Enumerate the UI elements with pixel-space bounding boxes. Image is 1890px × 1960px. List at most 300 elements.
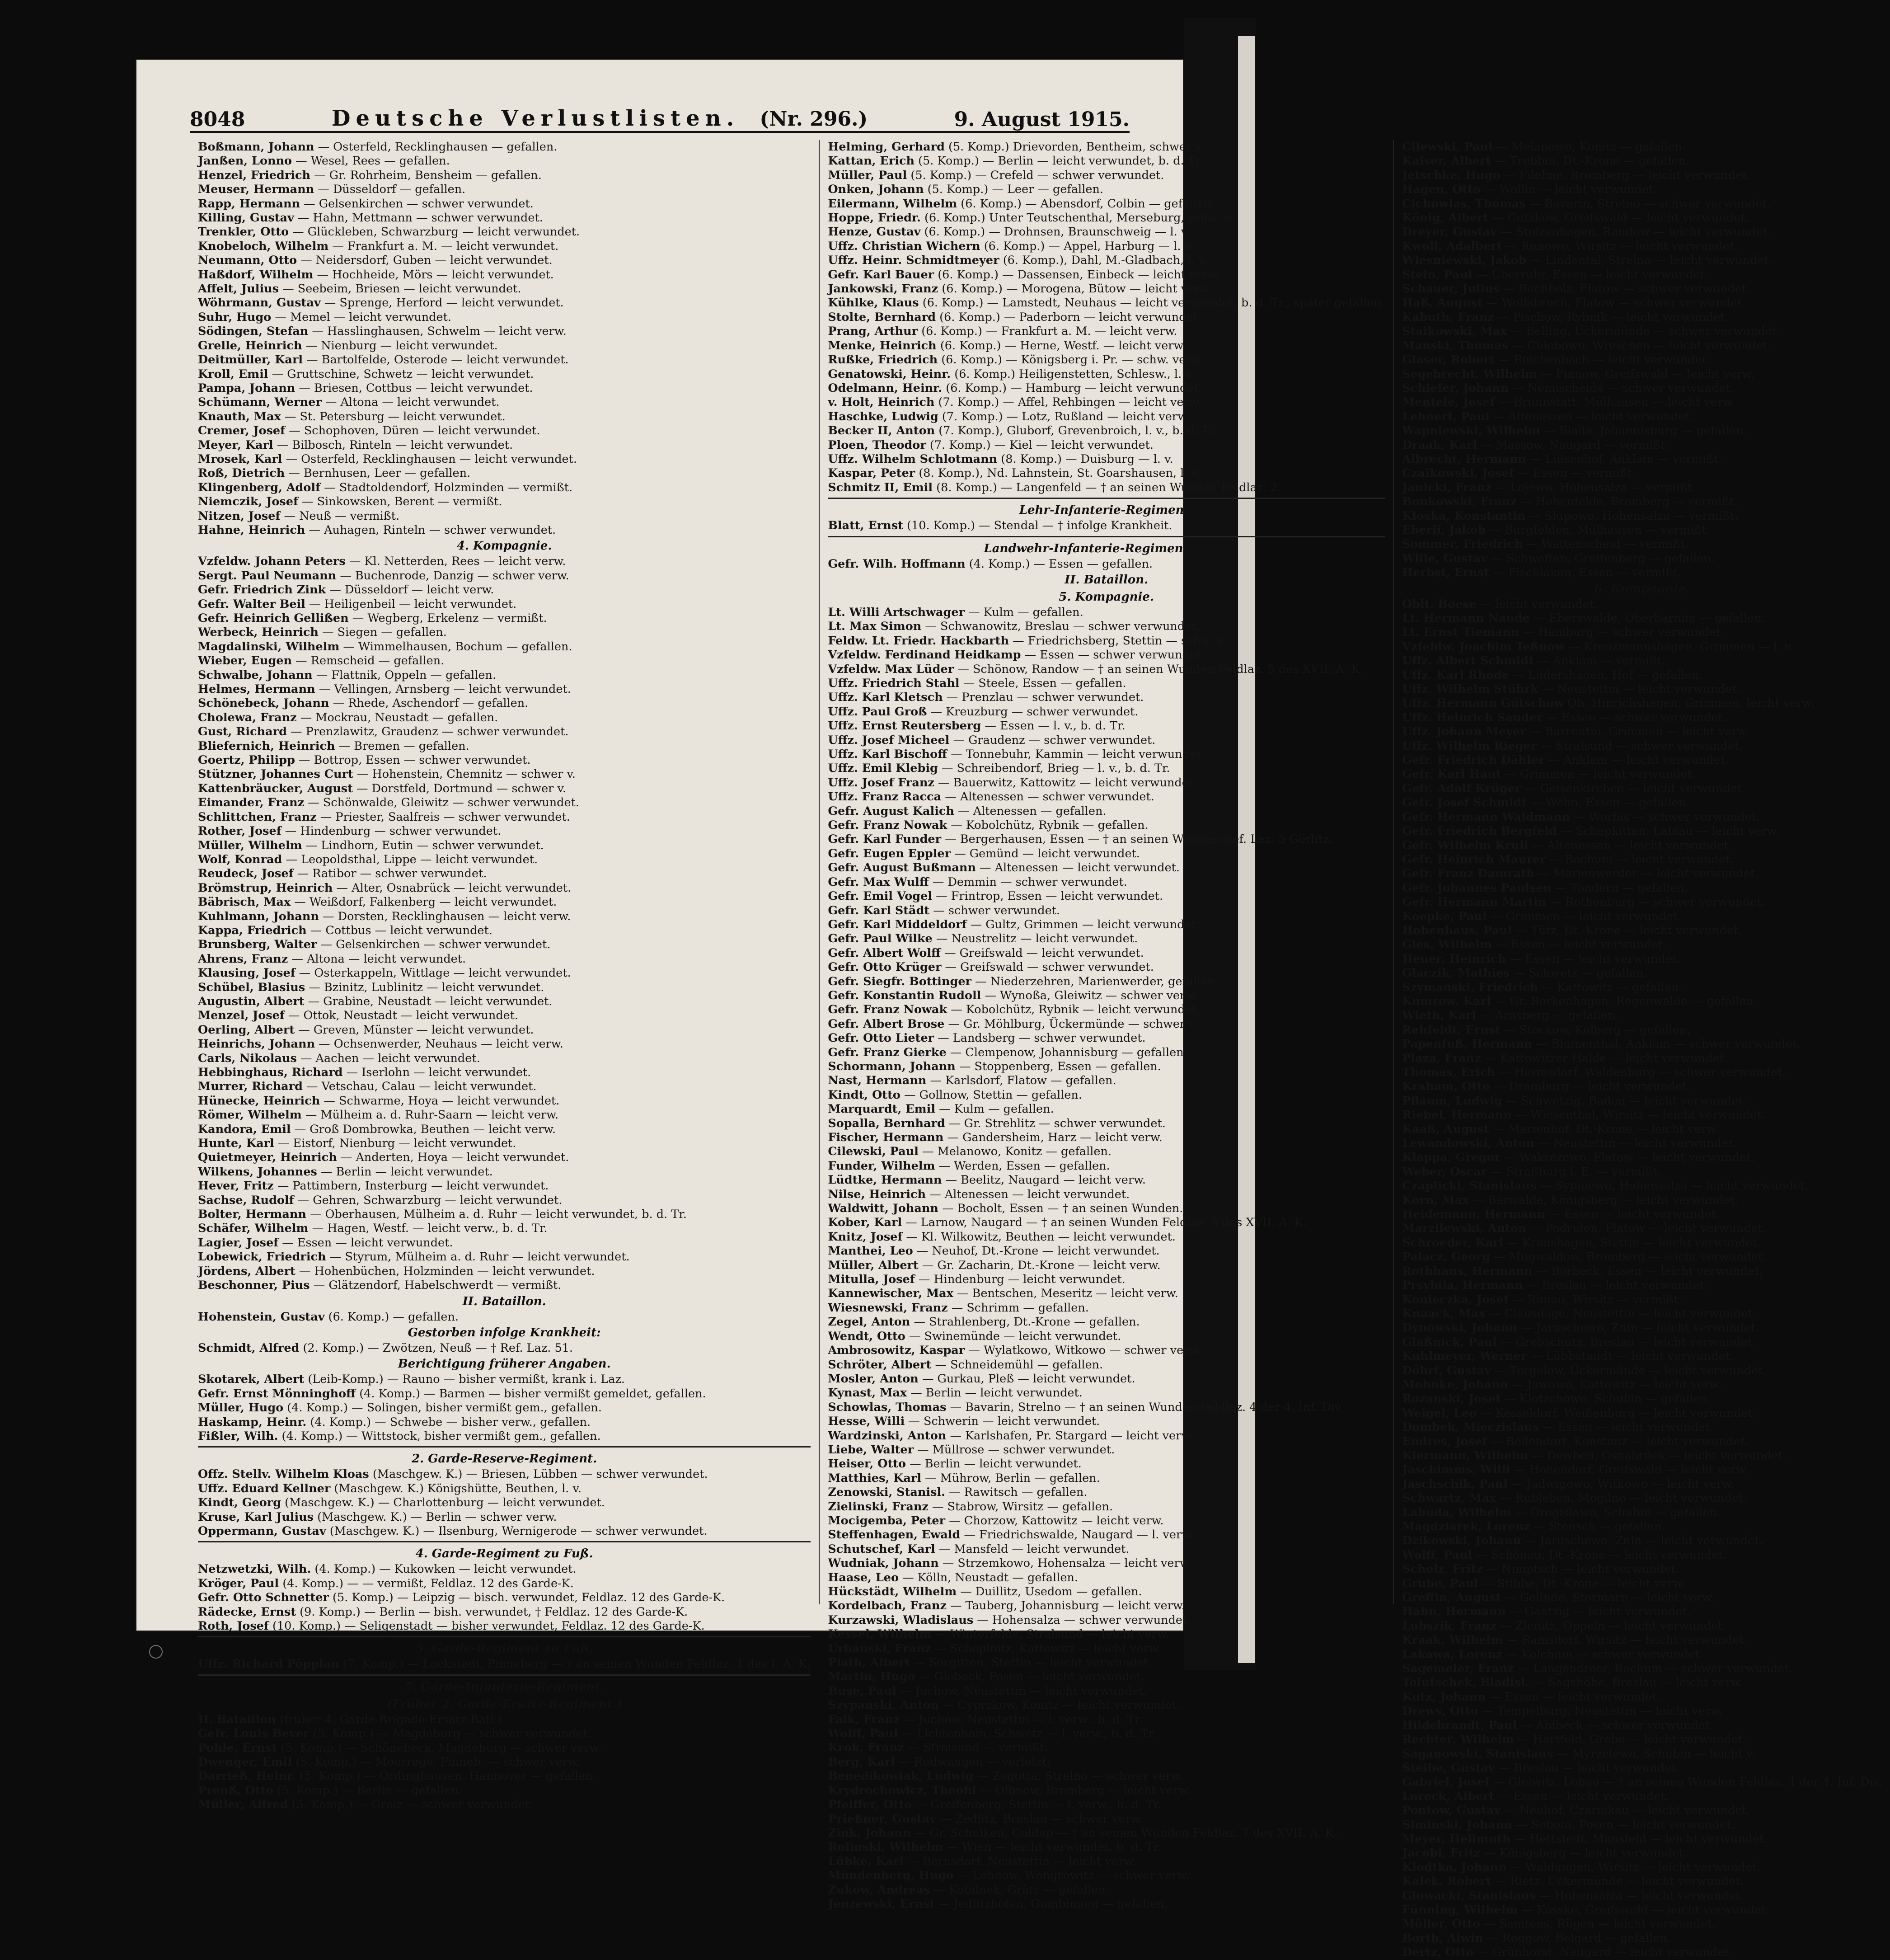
casualty-name: Rozanski, Josef bbox=[1402, 1392, 1501, 1406]
casualty-name: Kindt, Georg bbox=[198, 1496, 281, 1510]
casualty-name: Klodtka, Johann bbox=[1402, 1860, 1507, 1874]
casualty-details: — Friedrichsberg, Stettin — schw. v. bbox=[1009, 634, 1226, 648]
casualty-entry bbox=[198, 183, 811, 197]
casualty-details: — Wesel, Rees — gefallen. bbox=[292, 154, 450, 168]
page-number: 8048 bbox=[190, 108, 245, 131]
casualty-name: Reudeck, Josef bbox=[198, 867, 294, 881]
casualty-details: (5. Komp.) — Leipzig — bisch. verwundet, Feldlaz. 12 des Garde-K. bbox=[328, 1591, 725, 1605]
casualty-name: Schmidt, Alfred bbox=[198, 1341, 300, 1355]
casualty-entry bbox=[1402, 1889, 1882, 1903]
casualty-entry bbox=[828, 1571, 1385, 1585]
casualty-details: — Schreibendorf, Brieg — l. v., b. d. Tr. bbox=[938, 761, 1170, 776]
casualty-entry bbox=[828, 1798, 1385, 1812]
casualty-details: — Blumenthal, Anklam — schwer verwundet. bbox=[1532, 1037, 1801, 1051]
casualty-name: Kandora, Emil bbox=[198, 1122, 291, 1136]
casualty-name: Schroeder, Karl bbox=[1402, 1236, 1504, 1250]
casualty-name: Stein, Paul bbox=[1402, 268, 1473, 282]
casualty-entry bbox=[828, 904, 1385, 918]
casualty-name: Niemczik, Josef bbox=[198, 495, 298, 509]
casualty-name: Bonkowski, Franz bbox=[1402, 495, 1517, 509]
casualty-entry bbox=[1402, 1818, 1882, 1832]
casualty-entry bbox=[1402, 566, 1882, 580]
section-rule bbox=[828, 498, 1385, 499]
casualty-entry bbox=[1402, 895, 1882, 909]
casualty-details: — Bernsdorf, Neustettin — leicht verw. bbox=[904, 1854, 1136, 1868]
casualty-name: Pohle, Ernst bbox=[198, 1741, 277, 1755]
casualty-entry bbox=[1402, 711, 1882, 725]
casualty-entry bbox=[1402, 1619, 1882, 1633]
casualty-details: — Iserlohn — leicht verwundet. bbox=[342, 1066, 531, 1079]
casualty-entry bbox=[198, 353, 811, 367]
casualty-entry bbox=[198, 381, 811, 395]
casualty-details: — Geisenkirchen — leicht verwundet. bbox=[1521, 781, 1745, 795]
casualty-details: — Groß Dombrowka, Beuthen — leicht verw. bbox=[291, 1122, 556, 1136]
casualty-details: — Mührow, Berlin — gefallen. bbox=[921, 1471, 1100, 1485]
casualty-details: — Gutzkow, Greifswald — leicht verwundet. bbox=[1488, 211, 1749, 225]
casualty-name: Marquardt, Emil bbox=[828, 1102, 936, 1116]
casualty-name: Krydrochowicz, Theofil bbox=[828, 1783, 976, 1797]
casualty-entry bbox=[828, 1188, 1385, 1202]
newspaper-page bbox=[136, 59, 1882, 1960]
casualty-entry bbox=[828, 367, 1385, 381]
casualty-details: — Essen — l. v., b. d. Tr. bbox=[981, 719, 1126, 733]
casualty-entry bbox=[1402, 1747, 1882, 1761]
casualty-entry bbox=[198, 569, 811, 583]
casualty-entry bbox=[828, 620, 1385, 634]
casualty-entry bbox=[198, 1387, 811, 1401]
casualty-entry bbox=[828, 1457, 1385, 1471]
casualty-details: — Heiligenbeil — leicht verwundet. bbox=[305, 597, 517, 611]
casualty-details: — Tempelburg, Neustettin — leicht verw. bbox=[1478, 1704, 1723, 1718]
casualty-entry bbox=[1402, 268, 1882, 282]
casualty-details: — Marienhof, Dt.-Krone — leicht verw. bbox=[1489, 1122, 1719, 1136]
header-title-group bbox=[332, 106, 868, 131]
casualty-name: Heinrichs, Johann bbox=[198, 1037, 315, 1051]
casualty-details: — Tütz, Dt.-Krone — leicht verwundet. bbox=[1512, 923, 1742, 937]
casualty-details: — Drogislawo, Schubin — gefallen. bbox=[1511, 1505, 1721, 1519]
casualty-entry bbox=[828, 1812, 1385, 1826]
casualty-details: — Bellendorf, Konstanz — leicht verwundet. bbox=[1487, 1434, 1749, 1448]
casualty-entry bbox=[198, 1310, 811, 1324]
casualty-name: Ploen, Theodor bbox=[828, 438, 926, 452]
casualty-name: Kraham, Otto bbox=[1402, 1080, 1490, 1094]
casualty-name: Hohenstein, Gustav bbox=[198, 1310, 325, 1324]
casualty-entry bbox=[1402, 1165, 1882, 1179]
casualty-name: Falk, Franz bbox=[828, 1712, 900, 1726]
casualty-entry bbox=[1402, 1151, 1882, 1165]
casualty-name: Lt. Willi Artschwager bbox=[828, 605, 965, 619]
casualty-entry bbox=[198, 1401, 811, 1415]
casualty-details: (2. Komp.) — Zwötzen, Neuß — † Ref. Laz. 51. bbox=[299, 1341, 573, 1355]
casualty-entry bbox=[198, 696, 811, 710]
casualty-entry bbox=[1402, 1406, 1882, 1420]
casualty-name: Saganowski, Stanislaus bbox=[1402, 1747, 1553, 1761]
casualty-entry bbox=[198, 867, 811, 881]
casualty-details: — Nienburg — leicht verwundet. bbox=[302, 338, 498, 353]
casualty-entry bbox=[828, 1344, 1385, 1358]
casualty-name: Eimander, Franz bbox=[198, 796, 305, 810]
casualty-details: — Rubleben, Mogilno — leicht verwundet. bbox=[1496, 1491, 1747, 1505]
casualty-details: — Dorsten, Recklinghausen — leicht verw. bbox=[319, 909, 571, 923]
casualty-details: — Wolfsbruch, Flatow — schwer verwundet. bbox=[1482, 296, 1746, 310]
casualty-entry bbox=[1402, 452, 1882, 466]
publication-title: Deutsche Verlustlisten. bbox=[331, 106, 740, 131]
casualty-entry bbox=[198, 211, 811, 225]
casualty-details: (5. Komp.) — Ordinghausen, Hannover — gefallen. bbox=[296, 1769, 596, 1783]
casualty-name: Waldwitt, Johann bbox=[828, 1202, 938, 1216]
casualty-details: — Mülheim a. d. Ruhr-Saarn — leicht verw. bbox=[301, 1108, 559, 1122]
casualty-details: — Wegberg, Erkelenz — vermißt. bbox=[348, 611, 547, 625]
casualty-entry bbox=[828, 1826, 1385, 1840]
casualty-details: — Duillitz, Usedom — gefallen. bbox=[957, 1585, 1142, 1598]
casualty-entry bbox=[828, 1869, 1385, 1883]
casualty-entry bbox=[828, 1117, 1385, 1131]
casualty-entry bbox=[1402, 495, 1882, 509]
casualty-details: — Gemünd — leicht verwundet. bbox=[951, 846, 1140, 860]
casualty-name: Uffz. Eduard Kellner bbox=[198, 1481, 331, 1495]
casualty-entry bbox=[198, 154, 811, 168]
casualty-entry bbox=[198, 1250, 811, 1264]
casualty-details: — Mockrau, Neustadt — gefallen. bbox=[296, 710, 498, 724]
casualty-name: Schormann, Johann bbox=[828, 1059, 956, 1073]
casualty-entry bbox=[1402, 1633, 1882, 1647]
casualty-entry bbox=[1402, 1591, 1882, 1605]
casualty-entry bbox=[828, 183, 1385, 197]
casualty-name: Segebrecht, Wilhelm bbox=[1402, 367, 1537, 381]
casualty-entry bbox=[828, 1698, 1385, 1712]
casualty-name: Hagen, Otto bbox=[1402, 183, 1481, 197]
casualty-name: Gefr. Ernst Mönninghoff bbox=[198, 1387, 356, 1401]
casualty-name: Klingenberg, Adolf bbox=[198, 480, 321, 494]
casualty-details: — Bentschen, Meseritz — leicht verw. bbox=[953, 1287, 1178, 1301]
casualty-entry bbox=[828, 339, 1385, 353]
casualty-details: — Stockow, Kolberg — gefallen. bbox=[1500, 1023, 1691, 1037]
casualty-name: Schwalbe, Johann bbox=[198, 668, 313, 682]
casualty-details: — Strahlenberg, Dt.-Krone — gefallen. bbox=[910, 1315, 1140, 1329]
casualty-name: Gefr. Friedrich Bergfeld bbox=[1402, 824, 1557, 838]
casualty-name: Goertz, Philipp bbox=[198, 753, 295, 767]
casualty-entry bbox=[828, 1642, 1385, 1656]
casualty-name: Lagier, Josef bbox=[198, 1236, 279, 1250]
casualty-name: Gefr. Heinrich Gellißen bbox=[198, 611, 349, 625]
casualty-entry bbox=[1402, 767, 1882, 781]
casualty-name: Prießner, Gustav bbox=[828, 1812, 937, 1826]
casualty-name: Oerling, Albert bbox=[198, 1023, 295, 1037]
casualty-details: — Neustettin — leicht verwundet. bbox=[1538, 682, 1741, 696]
casualty-name: Haß, August bbox=[1402, 296, 1483, 310]
casualty-details: — Prenzlau — schwer verwundet. bbox=[943, 691, 1144, 705]
section-heading: II. Bataillon. bbox=[462, 1294, 546, 1308]
casualty-details: — Runowo, Wirsitz — leicht verwundet. bbox=[1502, 239, 1738, 253]
casualty-entry bbox=[198, 1341, 811, 1355]
casualty-details: — Nimptsch — leicht verwundet. bbox=[1482, 1562, 1679, 1576]
page-header bbox=[190, 99, 1130, 133]
casualty-entry bbox=[1402, 1477, 1882, 1491]
casualty-entry bbox=[198, 966, 811, 980]
casualty-name: Hahne, Heinrich bbox=[198, 523, 305, 537]
casualty-entry bbox=[1402, 537, 1882, 551]
casualty-entry bbox=[828, 634, 1385, 648]
casualty-name: Rolinski, Wilhelm bbox=[828, 1840, 943, 1854]
casualty-details: — Neustrelitz — leicht verwundet. bbox=[932, 932, 1138, 946]
casualty-details: — Bremen — gefallen. bbox=[335, 739, 469, 753]
casualty-entry bbox=[828, 1415, 1385, 1429]
casualty-details: — Bavarin, Strelno — schwer verwundet. bbox=[1525, 197, 1771, 211]
casualty-name: Jankowski, Franz bbox=[828, 282, 938, 296]
casualty-name: Pampa, Johann bbox=[198, 381, 295, 395]
casualty-details: — Berlin — leicht verwundet. bbox=[906, 1457, 1082, 1471]
casualty-name: Vzfeldw. Ferdinand Heidkamp bbox=[828, 648, 1021, 662]
casualty-entry bbox=[828, 1684, 1385, 1698]
casualty-entry bbox=[828, 1840, 1385, 1854]
casualty-name: Onken, Johann bbox=[828, 183, 924, 197]
casualty-details: — Kattowitzer Halde — leicht verwundet. bbox=[1481, 1051, 1728, 1065]
casualty-name: Kroll, Emil bbox=[198, 367, 268, 381]
casualty-entry bbox=[198, 324, 811, 338]
casualty-details: — Frankfurt a. M. — leicht verwundet. bbox=[328, 239, 559, 253]
casualty-details: — Friedrichswalde, Naugard — l. verw. bbox=[960, 1528, 1194, 1542]
casualty-name: Kynast, Max bbox=[828, 1386, 907, 1400]
casualty-details: — Wehn, Essen — gefallen. bbox=[1527, 796, 1690, 810]
casualty-name: Glaßnick, Paul bbox=[1402, 1335, 1497, 1349]
casualty-name: Lübke, Karl bbox=[828, 1854, 904, 1868]
casualty-name: Endres, Josef bbox=[1402, 1434, 1487, 1448]
casualty-details: — Aachen — leicht verwundet. bbox=[296, 1051, 480, 1065]
casualty-details: — Überruhr, Essen — leicht verwundet. bbox=[1472, 268, 1708, 282]
casualty-details: — Hindenburg — schwer verwundet. bbox=[281, 824, 502, 838]
casualty-details: — Essen — leicht verwundet. bbox=[1538, 1420, 1714, 1434]
casualty-details: — Chorzow, Kattowitz — leicht verw. bbox=[945, 1513, 1164, 1528]
casualty-name: Albrecht, Hermann bbox=[1402, 452, 1526, 466]
casualty-name: Wudniak, Johann bbox=[828, 1556, 939, 1570]
casualty-details: — Trebbin, Dt.-Krone — gefallen. bbox=[1491, 154, 1689, 168]
casualty-details: — Gandersheim, Harz — leicht verw. bbox=[943, 1131, 1163, 1144]
casualty-name: Trenkler, Otto bbox=[198, 225, 289, 239]
casualty-entry bbox=[198, 1108, 811, 1122]
casualty-details: — Altenessen — gefallen. bbox=[954, 804, 1107, 818]
casualty-name: Rehfeldt, Ernst bbox=[1402, 1023, 1501, 1037]
casualty-entry bbox=[198, 625, 811, 639]
casualty-details: — Berlin — leicht verwundet. bbox=[907, 1386, 1083, 1400]
casualty-details: — Altenessen — leicht verwundet. bbox=[1528, 838, 1732, 852]
casualty-name: Lehnert, Paul bbox=[1402, 409, 1490, 423]
casualty-details: — Schopinitz, Kattowitz — leicht verw. bbox=[931, 1641, 1161, 1655]
casualty-entry bbox=[1402, 254, 1882, 268]
casualty-entry bbox=[828, 875, 1385, 889]
casualty-name: Kordelbach, Franz bbox=[828, 1599, 947, 1613]
casualty-name: Scholz, Fritz bbox=[1402, 1562, 1483, 1576]
casualty-name: Papenfuß, Hermann bbox=[1402, 1037, 1533, 1051]
casualty-name: Stolte, Bernhard bbox=[828, 310, 936, 324]
casualty-entry bbox=[1402, 597, 1882, 611]
casualty-details: — Rietz, Ückermünde — leicht verwundet. bbox=[1491, 1875, 1744, 1889]
casualty-name: Zegel, Anton bbox=[828, 1315, 910, 1329]
casualty-entry bbox=[1402, 1775, 1882, 1789]
casualty-entry bbox=[198, 1657, 811, 1671]
casualty-details: — Düsseldorf — leicht verw. bbox=[326, 583, 494, 597]
casualty-entry bbox=[198, 895, 811, 909]
issue-date: 9. August 1915. bbox=[954, 108, 1130, 131]
casualty-name: Drews, Otto bbox=[1402, 1704, 1478, 1718]
casualty-details: — Tonnebuhr, Kammin — leicht verwundet. bbox=[947, 747, 1205, 761]
casualty-details: — Bärwalde, Königsberg — leicht verwundet. bbox=[1469, 1193, 1739, 1207]
casualty-entry bbox=[828, 1585, 1385, 1599]
casualty-details: — Gultz, Grimmen — leicht verwundet. bbox=[966, 917, 1200, 931]
casualty-name: Boßmann, Johann bbox=[198, 140, 314, 154]
casualty-entry bbox=[1402, 796, 1882, 810]
casualty-entry bbox=[1402, 981, 1882, 995]
casualty-name: Kuhlmeyer, Werner bbox=[1402, 1349, 1527, 1363]
casualty-name: Wolff, Paul bbox=[828, 1727, 898, 1741]
casualty-details: — Gehren, Schwarzburg — leicht verwundet. bbox=[294, 1193, 563, 1207]
casualty-entry bbox=[828, 1074, 1385, 1088]
casualty-entry bbox=[828, 1131, 1385, 1145]
casualty-name: Uffz. Friedrich Stahl bbox=[828, 677, 960, 690]
casualty-entry bbox=[828, 818, 1385, 832]
casualty-entry bbox=[198, 1009, 811, 1023]
casualty-details: — Stoppenberg, Essen — gefallen. bbox=[955, 1059, 1161, 1073]
casualty-entry bbox=[1402, 395, 1882, 409]
casualty-entry bbox=[1402, 839, 1882, 853]
casualty-details: — Briesen, Cottbus — leicht verwundet. bbox=[295, 381, 533, 395]
casualty-entry bbox=[1402, 1676, 1882, 1690]
casualty-name: Nitzen, Josef bbox=[198, 509, 281, 523]
casualty-details: — Neuß — vermißt. bbox=[280, 509, 400, 523]
casualty-name: Gefr. Hermann Martin bbox=[1402, 895, 1547, 909]
casualty-details: — Langendreer, Bochum — schwer verwundet. bbox=[1514, 1662, 1793, 1676]
casualty-details: — Jadwigowo, Witkowo — leicht verw. bbox=[1507, 1477, 1735, 1491]
casualty-details: (9. Komp.) — Berlin — bish. verwundet, † Feldlaz. 12 des Garde-K. bbox=[296, 1605, 688, 1619]
casualty-name: Becker II, Anton bbox=[828, 424, 935, 438]
casualty-entry bbox=[828, 1358, 1385, 1372]
casualty-name: Oblt. Boese bbox=[1402, 597, 1477, 611]
casualty-entry bbox=[198, 995, 811, 1009]
casualty-details: — Juchow, Neustettin — leicht verwundet. bbox=[896, 1684, 1148, 1698]
casualty-entry bbox=[198, 924, 811, 938]
casualty-entry bbox=[828, 804, 1385, 818]
casualty-details: — Karlsdorf, Flatow — gefallen. bbox=[926, 1074, 1116, 1088]
casualty-details: — Pattimbern, Insterburg — leicht verwundet. bbox=[273, 1179, 549, 1193]
casualty-name: Kwoll, Adalbert bbox=[1402, 239, 1502, 253]
casualty-name: Carls, Nikolaus bbox=[198, 1051, 297, 1065]
casualty-details: (4. Komp.) — Barmen — bisher vermißt gemeldet, gefallen. bbox=[356, 1387, 706, 1401]
casualty-name: Gefr. Franz Nowak bbox=[828, 818, 947, 832]
casualty-entry bbox=[828, 1755, 1385, 1769]
casualty-name: Cholewa, Franz bbox=[198, 710, 297, 724]
casualty-details: — Schophoven, Düren — leicht verwundet. bbox=[285, 424, 540, 438]
casualty-details: — Gr. Rohrheim, Bensheim — gefallen. bbox=[310, 168, 542, 182]
casualty-entry bbox=[1402, 995, 1882, 1009]
casualty-name: Szypanski, Anton bbox=[828, 1698, 939, 1712]
casualty-name: Steibe, Gustav bbox=[1402, 1761, 1495, 1775]
casualty-entry bbox=[1402, 1903, 1882, 1917]
casualty-name: Uffz. Wilhelm Rieger bbox=[1402, 739, 1537, 753]
casualty-entry bbox=[828, 282, 1385, 296]
casualty-name: Rechter, Wilhelm bbox=[1402, 1733, 1514, 1747]
casualty-entry bbox=[1402, 1932, 1882, 1946]
casualty-name: Wille, Gustav bbox=[1402, 551, 1488, 565]
casualty-details: (4. Komp.) — — vermißt, Feldlaz. 12 des Garde-K. bbox=[279, 1576, 574, 1590]
casualty-details: (6. Komp.) — Dassensen, Einbeck — leicht verw. bbox=[934, 268, 1220, 282]
casualty-name: Lt. Ernst Tiemann bbox=[1402, 625, 1520, 639]
casualty-details: — Bottrop, Essen — schwer verwundet. bbox=[295, 753, 531, 767]
casualty-details: — Jawowo, Kattowitz — leicht verw. bbox=[1508, 1377, 1722, 1391]
casualty-name: Borth, Alwin bbox=[1402, 1931, 1483, 1945]
casualty-name: Gefr. Siegfr. Bottinger bbox=[828, 974, 971, 988]
casualty-entry bbox=[198, 611, 811, 625]
columns-container bbox=[190, 140, 1882, 1960]
casualty-details: (5. Komp.) — Greiz — schwer verwundet. bbox=[288, 1798, 534, 1812]
casualty-entry bbox=[1402, 1179, 1882, 1193]
casualty-name: Rapp, Hermann bbox=[198, 197, 300, 211]
casualty-details: — Dorstfeld, Dortmund — schwer v. bbox=[352, 781, 566, 795]
casualty-entry bbox=[198, 1037, 811, 1051]
casualty-name: Dynowski, Johann bbox=[1402, 1321, 1518, 1335]
casualty-entry bbox=[198, 555, 811, 569]
casualty-name: Kattan, Erich bbox=[828, 154, 915, 168]
casualty-details: — Luisenhof, Anklam — vermißt. bbox=[1526, 452, 1722, 466]
casualty-entry bbox=[1402, 625, 1882, 639]
casualty-entry bbox=[198, 1151, 811, 1165]
casualty-details: — Bochum — leicht verwundet. bbox=[1546, 852, 1734, 866]
casualty-name: Wapniewski, Wilhelm bbox=[1402, 424, 1540, 438]
casualty-name: Magdalinski, Wilhelm bbox=[198, 639, 340, 653]
casualty-details: (Maschgew. K.) — Briesen, Lübben — schwer verwundet. bbox=[369, 1467, 708, 1481]
casualty-entry bbox=[1402, 1037, 1882, 1051]
casualty-details: — Schwetzig, Baden — leicht verwundet. bbox=[1502, 1094, 1747, 1108]
casualty-entry bbox=[1402, 552, 1882, 566]
casualty-details: — Gaatzig — leicht verwundet. bbox=[1505, 1605, 1691, 1619]
casualty-name: Cremer, Josef bbox=[198, 424, 286, 438]
casualty-entry bbox=[828, 169, 1385, 183]
casualty-entry bbox=[1402, 353, 1882, 367]
casualty-details: — Grabine, Neustadt — leicht verwundet. bbox=[304, 994, 553, 1008]
casualty-details: — Graudenz — schwer verwundet. bbox=[949, 733, 1156, 747]
casualty-entry bbox=[828, 747, 1385, 761]
casualty-name: Oppermann, Gustav bbox=[198, 1524, 326, 1538]
casualty-name: Brömstrup, Heinrich bbox=[198, 881, 333, 895]
casualty-entry bbox=[1402, 1222, 1882, 1236]
casualty-details: (5. Komp.) — Berlin — leicht verwundet, b. d. Tr. bbox=[915, 154, 1204, 168]
section-heading: 2. Garde-Reserve-Regiment. bbox=[412, 1452, 597, 1466]
casualty-details: — Kolchnin — schwer verwundet. bbox=[1502, 1647, 1703, 1661]
casualty-details: — Neuhof, Czarnikau — leicht verwundet. bbox=[1501, 1804, 1750, 1818]
casualty-details: — Gr. Borkenhagen, Regenwalde — gefallen. bbox=[1491, 994, 1758, 1008]
casualty-name: Schröter, Albert bbox=[828, 1358, 932, 1372]
casualty-details: — Arnsberg — gefallen. bbox=[1476, 1009, 1619, 1023]
casualty-details: — Flattnik, Oppeln — gefallen. bbox=[312, 668, 497, 682]
casualty-details: — Mugwaldow, Bromberg — leicht verwundet. bbox=[1490, 1250, 1767, 1264]
casualty-details: — Bernhusen, Leer — gefallen. bbox=[285, 466, 471, 480]
casualty-details: — Melanowo, Konitz — gefallen. bbox=[1492, 140, 1686, 154]
casualty-name: Schiefer, Johann bbox=[1402, 381, 1509, 395]
casualty-details: — Stabrow, Wirsitz — gefallen. bbox=[928, 1499, 1113, 1513]
casualty-details: — Greifswald — leicht verwundet. bbox=[940, 946, 1144, 960]
casualty-details: (5. Komp.) — Magdeburg — schwer verwundet. bbox=[309, 1727, 591, 1741]
casualty-name: Hückstädt, Wilhelm bbox=[828, 1585, 957, 1598]
casualty-details: — Essen — leicht verwundet. bbox=[1545, 1208, 1720, 1222]
casualty-name: Lüdtke, Hermann bbox=[828, 1173, 942, 1187]
casualty-details: — Hartfeld, Grebe — leicht verwundet. bbox=[1514, 1733, 1747, 1747]
casualty-entry bbox=[1402, 682, 1882, 696]
casualty-details: — Brunnstatt, Mülhausen — leicht verw. bbox=[1495, 395, 1735, 409]
casualty-entry bbox=[198, 452, 811, 466]
casualty-entry bbox=[198, 1562, 811, 1576]
casualty-name: Uffz. Wilhelm Schlotmann bbox=[828, 452, 998, 466]
casualty-details: — Sorgitten, Stettin — leicht verwundet. bbox=[910, 1656, 1153, 1670]
casualty-details: — Bartolfelde, Osterode — leicht verwundet. bbox=[303, 353, 569, 367]
section-heading: Landwehr-Infanterie-Regiment Nr. 2. bbox=[984, 541, 1229, 555]
